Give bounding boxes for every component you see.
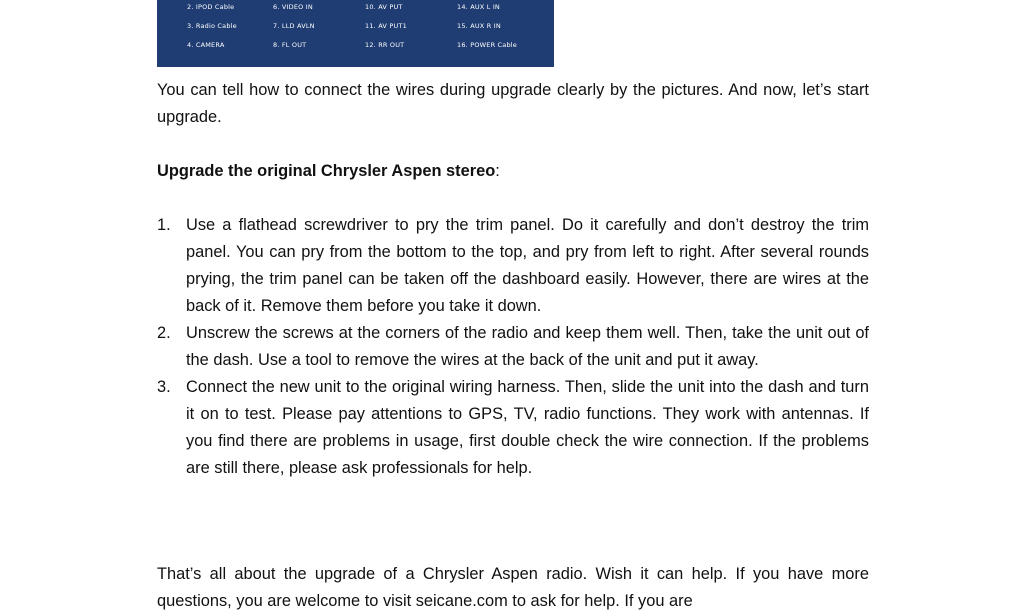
legend-item: 10. AV PUT — [365, 3, 403, 11]
upgrade-steps-list — [157, 212, 869, 482]
legend-item: 4. CAMERA — [187, 41, 225, 49]
step-text: Use a flathead screwdriver to pry the trim panel. Do it carefully and don’t destroy the trim panel. You can pry from the bottom to the top, and pry from left to right. After several rounds prying, the trim panel can be taken off the dashboard easily. However, there are wires at the back of it. Remove them before you take it down. — [186, 216, 869, 315]
legend-item: 15. AUX R IN — [457, 22, 501, 30]
section-heading-text: Upgrade the original Chrysler Aspen stereo — [157, 162, 496, 180]
intro-paragraph: You can tell how to connect the wires during upgrade clearly by the pictures. And now, let’s start upgrade. — [157, 81, 869, 126]
wiring-diagram-legend — [157, 0, 554, 67]
section-heading-colon: : — [495, 162, 500, 180]
legend-item: 14. AUX L IN — [457, 3, 500, 11]
legend-item: 8. FL OUT — [273, 41, 307, 49]
list-item — [157, 374, 869, 482]
step-number: 2. — [157, 324, 171, 342]
step-number: 3. — [157, 378, 171, 396]
step-text: Unscrew the screws at the corners of the radio and keep them well. Then, take the unit out of the dash. Use a tool to remove the wires at the back of the unit and put it away. — [186, 324, 869, 369]
closing-paragraph: That’s all about the upgrade of a Chrysler Aspen radio. Wish it can help. If you have more questions, you are welcome to visit seicane.com to ask for help. If you are — [157, 565, 869, 610]
legend-item: 2. IPOD Cable — [187, 3, 235, 11]
legend-item: 11. AV PUT1 — [365, 22, 407, 30]
wiring-legend-grid — [187, 0, 547, 55]
list-item — [157, 320, 869, 374]
step-number: 1. — [157, 216, 171, 234]
legend-item: 16. POWER Cable — [457, 41, 518, 49]
step-text: Connect the new unit to the original wiring harness. Then, slide the unit into the dash and turn it on to test. Please pay attentions to GPS, TV, radio functions. They work with antennas. If you find there are problems in usage, first double check the wire connection. If the problems are still there, please ask professionals for help. — [186, 378, 869, 477]
list-item — [157, 212, 869, 320]
legend-item: 12. RR OUT — [365, 41, 405, 49]
legend-item: 7. LLD AVLN — [273, 22, 315, 30]
section-heading — [157, 158, 500, 185]
legend-item: 6. VIDEO IN — [273, 3, 313, 11]
legend-item: 3. Radio Cable — [187, 22, 237, 30]
